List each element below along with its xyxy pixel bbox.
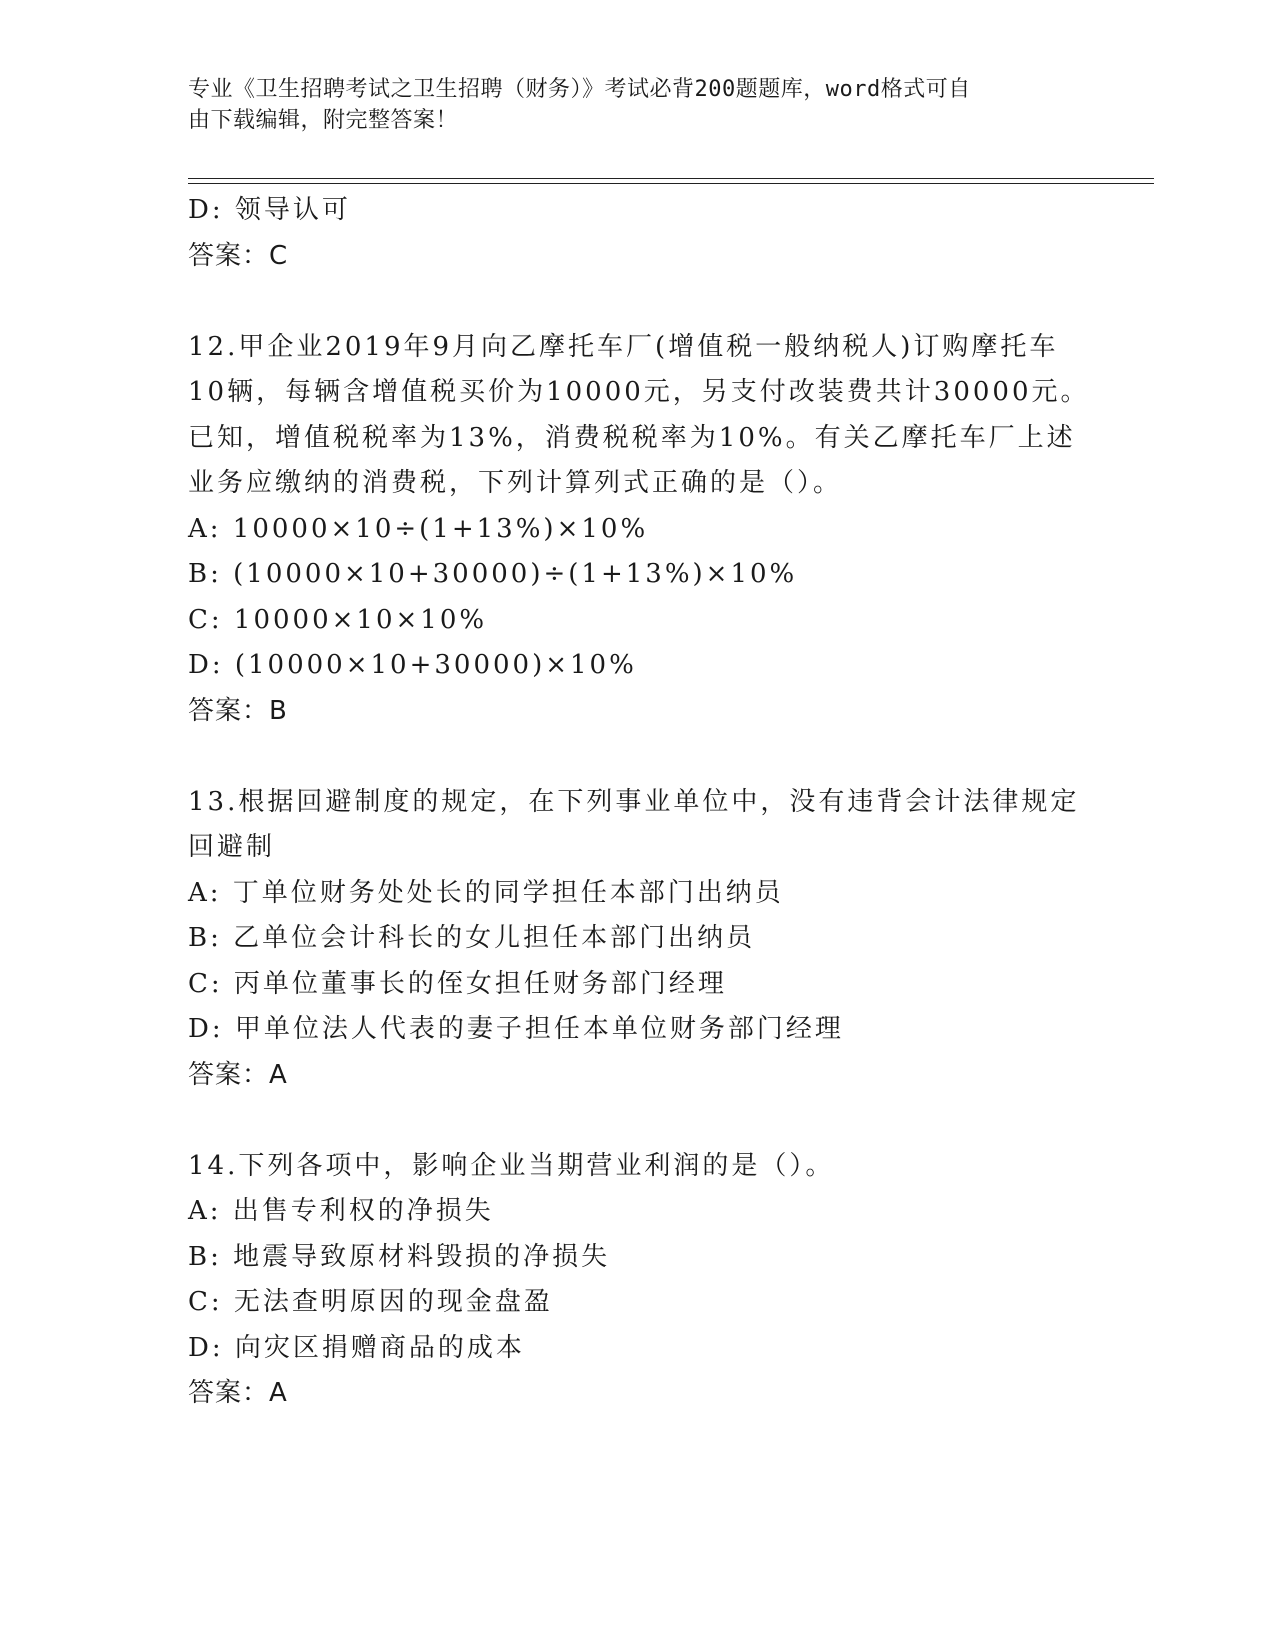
option-b: B: (10000×10+30000)÷(1+13%)×10% <box>188 559 798 589</box>
question-stem-line: 业务应缴纳的消费税，下列计算列式正确的是（）。 <box>188 468 843 498</box>
question-stem-line: 已知，增值税税率为13%，消费税税率为10%。有关乙摩托车厂上述 <box>188 422 1076 453</box>
option-b: B: 地震导致原材料毁损的净损失 <box>188 1241 611 1272</box>
prev-answer: 答案：C <box>188 240 289 271</box>
question-12 <box>188 325 1088 735</box>
prev-option-d: D: 领导认可 <box>188 195 351 225</box>
option-c: C: 10000×10×10% <box>188 604 488 635</box>
option-c: C: 无法查明原因的现金盘盈 <box>188 1287 553 1317</box>
option-d: D: (10000×10+30000)×10% <box>188 650 637 680</box>
answer: 答案：A <box>188 1378 288 1408</box>
option-a: A: 10000×10÷(1+13%)×10% <box>188 513 649 544</box>
question-14 <box>188 1144 1088 1417</box>
option-a: A: 丁单位财务处处长的同学担任本部门出纳员 <box>188 877 784 908</box>
option-b: B: 乙单位会计科长的女儿担任本部门出纳员 <box>188 923 756 953</box>
option-a: A: 出售专利权的净损失 <box>188 1196 494 1226</box>
option-c: C: 丙单位董事长的侄女担任财务部门经理 <box>188 968 727 999</box>
option-d: D: 向灾区捐赠商品的成本 <box>188 1332 525 1363</box>
option-d: D: 甲单位法人代表的妻子担任本单位财务部门经理 <box>188 1014 844 1044</box>
header-divider-bottom <box>188 183 1154 184</box>
answer: 答案：B <box>188 695 288 726</box>
spacer <box>188 279 1088 325</box>
question-stem-line: 12.甲企业2019年9月向乙摩托车厂(增值税一般纳税人)订购摩托车 <box>188 331 1059 362</box>
header-line-2: 由下载编辑，附完整答案！ <box>188 108 459 133</box>
question-stem-line: 回避制 <box>188 832 276 862</box>
document-body <box>188 188 1088 1417</box>
document-header <box>188 74 1068 136</box>
header-line-1: 专业《卫生招聘考试之卫生招聘（财务）》考试必背200题题库，word格式可自 <box>188 77 971 102</box>
question-stem-line: 10辆，每辆含增值税买价为10000元，另支付改装费共计30000元。 <box>188 377 1090 407</box>
question-stem-line: 14.下列各项中，影响企业当期营业利润的是（）。 <box>188 1150 835 1181</box>
question-stem-line: 13.根据回避制度的规定，在下列事业单位中，没有违背会计法律规定 <box>188 786 1080 817</box>
spacer <box>188 734 1088 780</box>
answer: 答案：A <box>188 1059 288 1090</box>
question-13 <box>188 780 1088 1099</box>
spacer <box>188 1098 1088 1144</box>
header-divider-top <box>188 178 1154 179</box>
